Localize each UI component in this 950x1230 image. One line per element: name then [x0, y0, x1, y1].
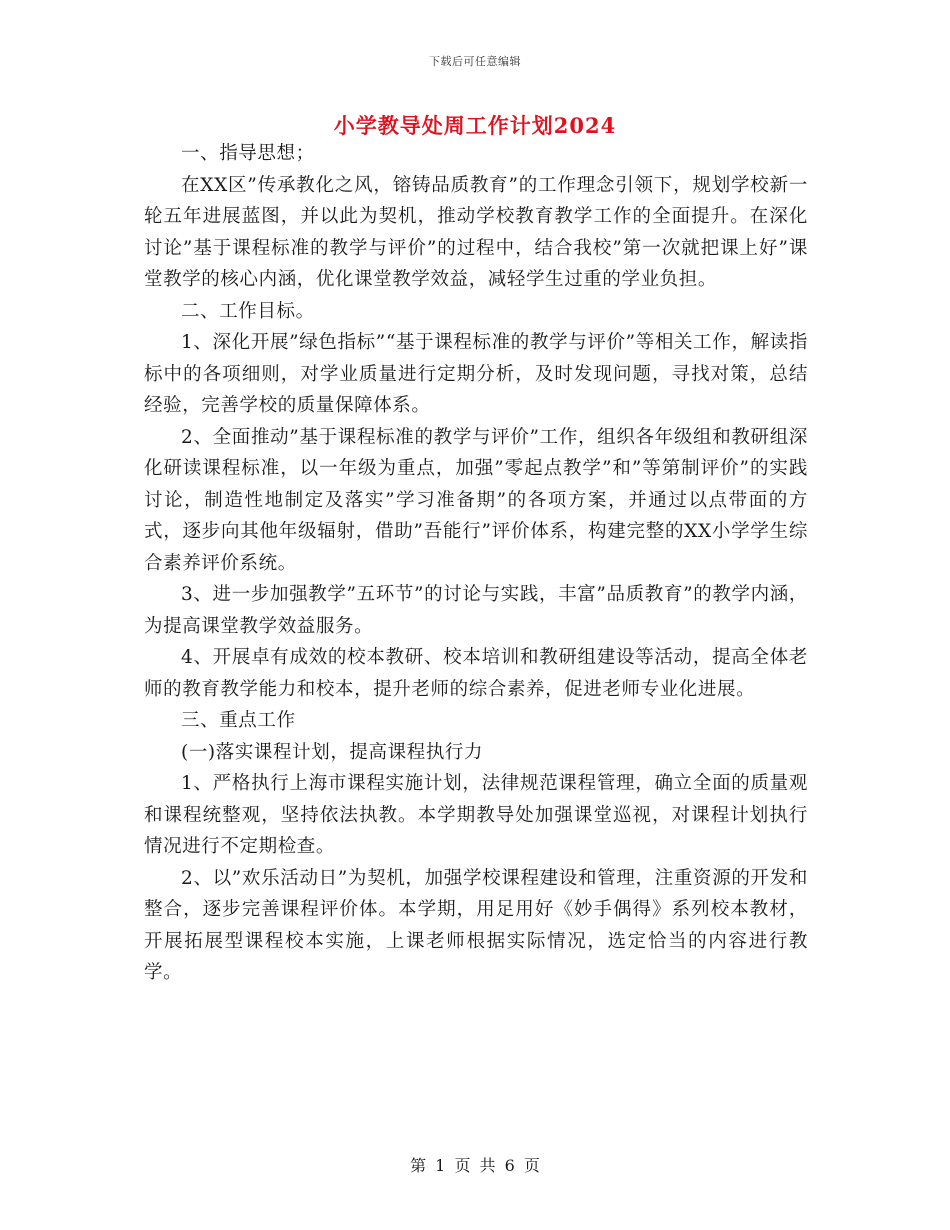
paragraph-goal-3: 3、进一步加强教学”五环节”的讨论与实践，丰富”品质教育”的教学内涵，为提高课堂教学效益服务。 — [144, 584, 808, 637]
paragraph-goal-1: 1、深化开展”绿色指标”“基于课程标准的教学与评价”等相关工作，解读指标中的各项细则，对学业质量进行定期分析，及时发现问题，寻找对策，总结经验，完善学校的质量保障体系。 — [144, 332, 808, 416]
header-note: 下载后可任意编辑 — [429, 55, 521, 68]
section-heading-work-goals: 二、工作目标。 — [181, 300, 315, 322]
subsection-heading-curriculum: (一)落实课程计划，提高课程执行力 — [181, 741, 484, 763]
paragraph-goal-2: 2、全面推动”基于课程标准的教学与评价”工作，组织各年级组和教研组深化研读课程标准，以一年级为重点，加强”零起点教学”和”等第制评价”的实践讨论，制造性地制定及落实”学习准备期”的各项方案，并通过以点带面的方式，逐步向其他年级辐射，借助”吾能行”评价体系，构建完整的XX小学学生综合素养评价系统。 — [144, 426, 808, 574]
paragraph-goal-4: 4、开展卓有成效的校本教研、校本培训和教研组建设等活动，提高全体老师的教育教学能力和校本，提升老师的综合素养，促进老师专业化进展。 — [144, 647, 808, 700]
paragraph-key-work-1: 1、严格执行上海市课程实施计划，法律规范课程管理，确立全面的质量观和课程统整观，坚持依法执教。本学期教导处加强课堂巡视，对课程计划执行情况进行不定期检查。 — [144, 773, 808, 857]
document-body — [144, 138, 808, 989]
section-heading-key-work: 三、重点工作 — [181, 710, 296, 731]
paragraph-key-work-2: 2、以”欢乐活动日”为契机，加强学校课程建设和管理，注重资源的开发和整合，逐步完善课程评价体。本学期，用足用好《妙手偶得》系列校本教材，开展拓展型课程校本实施，上课老师根据实际情况，选定恰当的内容进行教学。 — [144, 867, 808, 983]
page-footer: 第 1 页 共 6 页 — [410, 1156, 540, 1175]
document-title: 小学教导处周工作计划2024 — [333, 113, 617, 138]
paragraph-guiding-ideology: 在XX区”传承教化之风，镕铸品质教育”的工作理念引领下，规划学校新一轮五年进展蓝图，并以此为契机，推动学校教育教学工作的全面提升。在深化讨论”基于课程标准的教学与评价”的过程中，结合我校”第一次就把课上好”课堂教学的核心内涵，优化课堂教学效益，减轻学生过重的学业负担。 — [144, 174, 808, 290]
section-heading-guiding-ideology: 一、指导思想； — [181, 143, 315, 164]
